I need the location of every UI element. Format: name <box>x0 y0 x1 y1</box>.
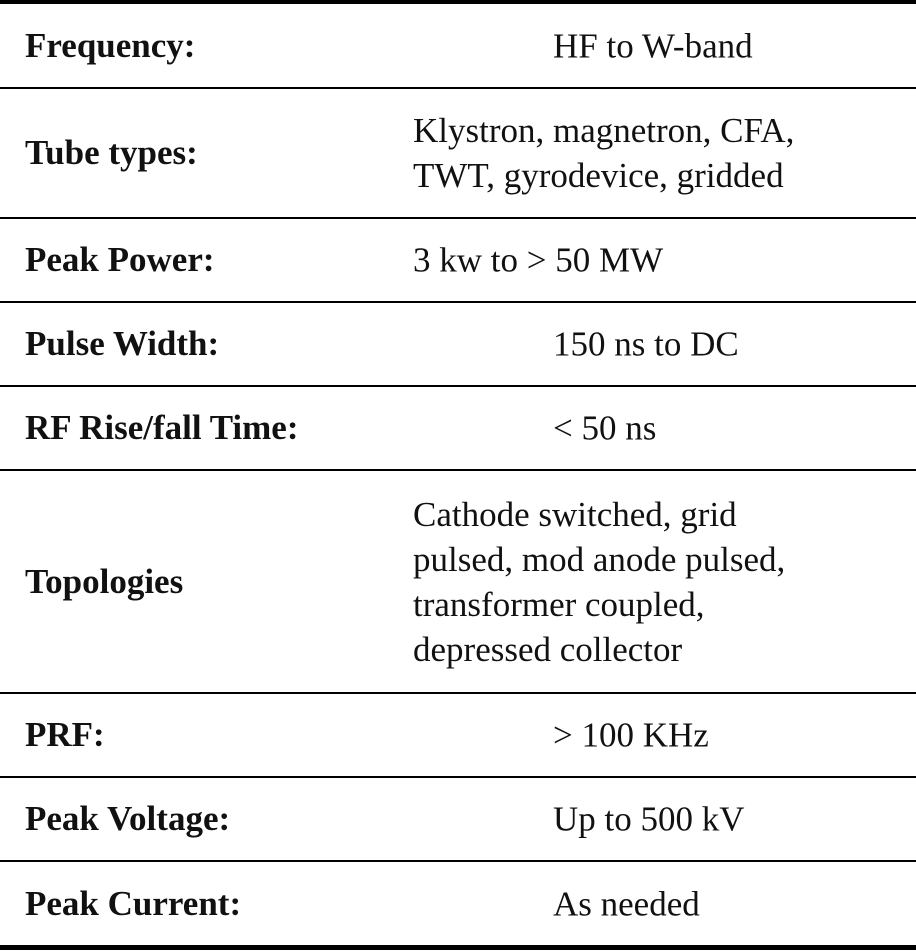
row-value: 150 ns to DC <box>553 324 739 364</box>
row-value: Up to 500 kV <box>553 799 745 839</box>
row-value: 3 kw to > 50 MW <box>413 240 664 280</box>
table-row-prf <box>0 694 916 778</box>
row-value: Klystron, magnetron, CFA, TWT, gyrodevice, gridded <box>413 111 795 195</box>
row-label: Frequency: <box>25 25 196 65</box>
row-label: RF Rise/fall Time: <box>25 408 299 447</box>
table-row-peak-power <box>0 219 916 303</box>
row-value: Cathode switched, grid pulsed, mod anode pulsed, transformer coupled, depressed collector <box>413 494 786 669</box>
row-label: Pulse Width: <box>25 324 220 363</box>
table-row-rf-rise-fall <box>0 387 916 471</box>
row-label: Peak Current: <box>25 883 242 923</box>
row-value: As needed <box>553 884 700 923</box>
table-row-tube-types <box>0 89 916 219</box>
table-row-peak-current <box>0 862 916 950</box>
row-value: > 100 KHz <box>553 715 709 755</box>
row-label: Peak Power: <box>25 240 215 279</box>
row-value: HF to W-band <box>553 26 753 65</box>
table-row-peak-voltage <box>0 778 916 862</box>
row-label: Topologies <box>25 561 184 601</box>
table-row-pulse-width <box>0 303 916 387</box>
row-value: < 50 ns <box>553 408 657 448</box>
row-label: Peak Voltage: <box>25 799 231 838</box>
table-row-frequency <box>0 4 916 89</box>
row-label: Tube types: <box>25 133 198 172</box>
row-label: PRF: <box>25 715 105 754</box>
table-row-topologies <box>0 471 916 694</box>
